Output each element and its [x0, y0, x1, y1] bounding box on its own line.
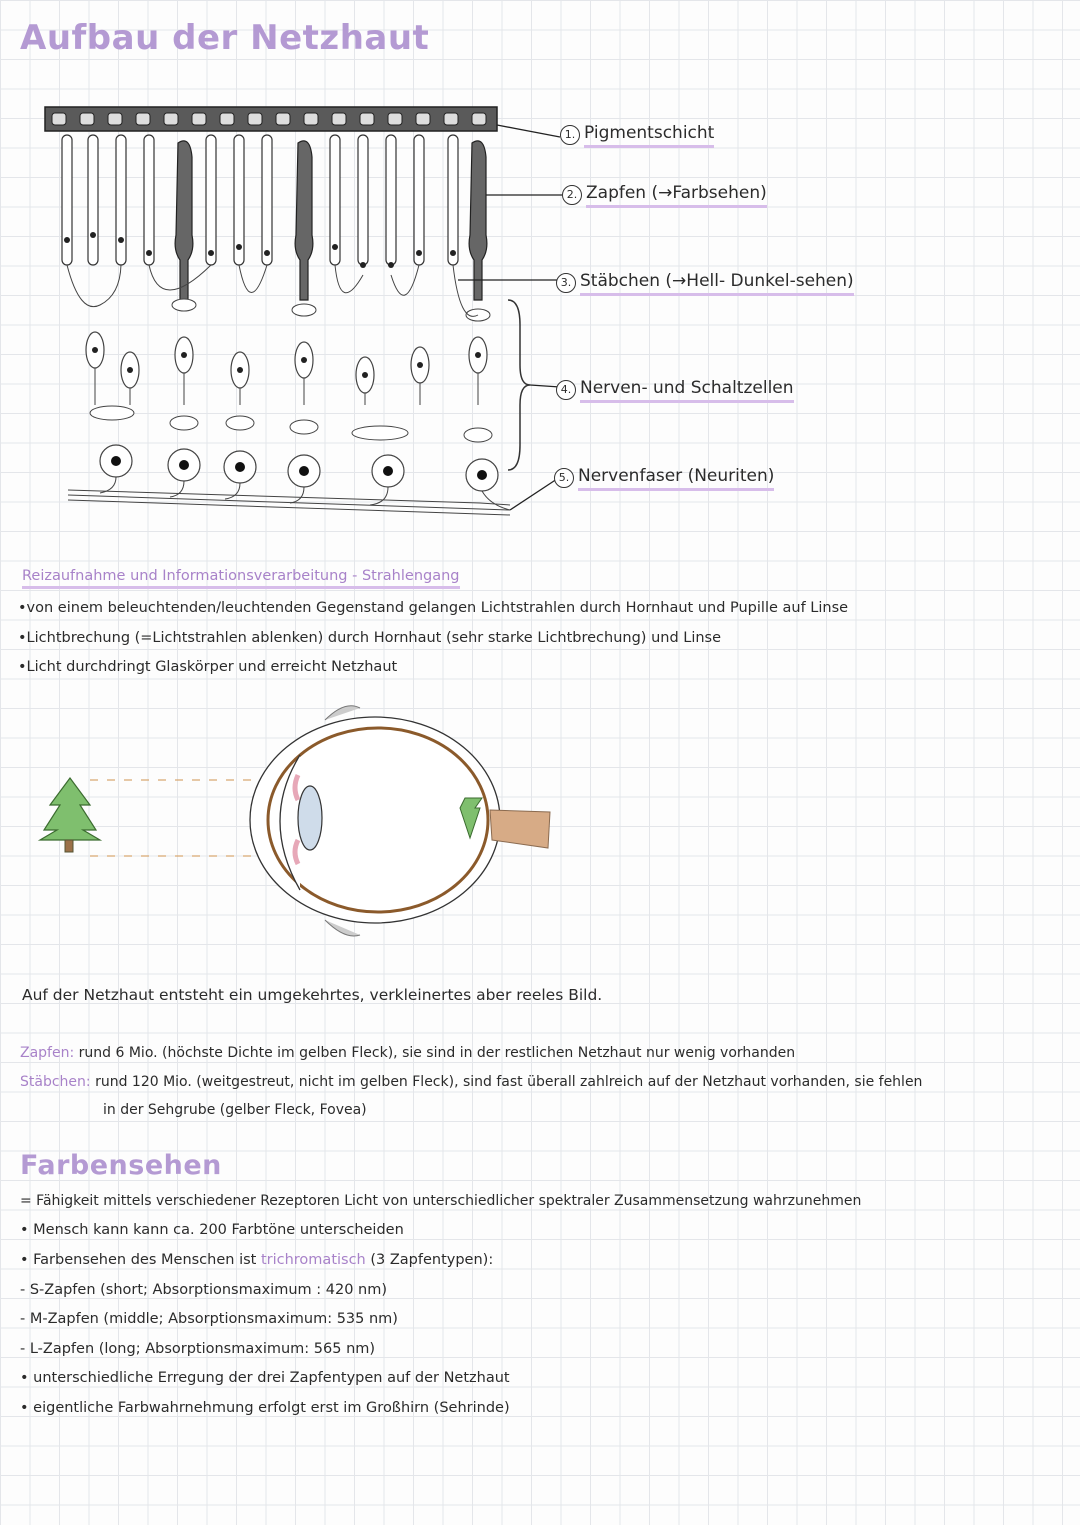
- label-staebchen: [556, 271, 854, 293]
- staebchen-line-2: in der Sehgrube (gelber Fleck, Fovea): [103, 1102, 367, 1118]
- zapfentyp-m: - M-Zapfen (middle; Absorptionsmaximum: 535 nm): [20, 1311, 398, 1327]
- page-title: Aufbau der Netzhaut: [20, 18, 430, 58]
- zapfen-line: [20, 1045, 795, 1061]
- label-pigmentschicht: [560, 123, 714, 145]
- label-nervenzellen: [556, 378, 794, 400]
- farbensehen-bullet-2: [20, 1252, 493, 1268]
- label-nervenfaser: [554, 466, 774, 488]
- tree-icon: [40, 778, 100, 840]
- image-statement: Auf der Netzhaut entsteht ein umgekehrtes, verkleinertes aber reeles Bild.: [22, 986, 603, 1004]
- eye-diagram: [30, 700, 570, 950]
- bullet-3: •Licht durchdringt Glaskörper und erreicht Netzhaut: [18, 659, 398, 675]
- label-text: Nerven- und Schaltzellen: [580, 378, 794, 403]
- number-badge: 1.: [560, 125, 580, 145]
- number-badge: 5.: [554, 468, 574, 488]
- bullet-1: •von einem beleuchtenden/leuchtenden Gegenstand gelangen Lichtstrahlen durch Hornhaut und Pupille auf Linse: [18, 600, 849, 616]
- farbensehen-definition: = Fähigkeit mittels verschiedener Rezeptoren Licht von unterschiedlicher spektraler Zusammensetzung wahrzunehmen: [20, 1193, 862, 1209]
- number-badge: 4.: [556, 380, 576, 400]
- zapfen-label: Zapfen:: [20, 1045, 75, 1061]
- section-heading-strahlengang: Reizaufnahme und Informationsverarbeitung - Strahlengang: [22, 568, 460, 589]
- bullet2-pre: • Farbensehen des Menschen ist: [20, 1252, 261, 1268]
- bullet2-post: (3 Zapfentypen):: [365, 1252, 494, 1268]
- farbensehen-bullet-1: • Mensch kann kann ca. 200 Farbtöne unterscheiden: [20, 1222, 404, 1238]
- label-text: Nervenfaser (Neuriten): [578, 466, 774, 491]
- staebchen-text: rund 120 Mio. (weitgestreut, nicht im gelben Fleck), sind fast überall zahlreich auf der Netzhaut vorhanden, sie fehlen: [95, 1074, 923, 1090]
- trichromatisch-term: trichromatisch: [260, 1252, 366, 1268]
- zapfentyp-s: - S-Zapfen (short; Absorptionsmaximum : 420 nm): [20, 1282, 388, 1298]
- label-text: Pigmentschicht: [584, 123, 714, 148]
- farbensehen-heading: Farbensehen: [20, 1150, 222, 1181]
- bullet-2: •Lichtbrechung (=Lichtstrahlen ablenken) durch Hornhaut (sehr starke Lichtbrechung) und Linse: [18, 630, 722, 646]
- farbensehen-bullet-4: • eigentliche Farbwahrnehmung erfolgt erst im Großhirn (Sehrinde): [20, 1400, 510, 1416]
- number-badge: 2.: [562, 185, 582, 205]
- number-badge: 3.: [556, 273, 576, 293]
- staebchen-label: Stäbchen:: [20, 1074, 91, 1090]
- zapfen-text: rund 6 Mio. (höchste Dichte im gelben Fleck), sie sind in der restlichen Netzhaut nur wenig vorhanden: [78, 1045, 796, 1061]
- label-text: Stäbchen (→Hell- Dunkel-sehen): [580, 271, 854, 296]
- label-zapfen: [562, 183, 767, 205]
- farbensehen-bullet-3: • unterschiedliche Erregung der drei Zapfentypen auf der Netzhaut: [20, 1370, 510, 1386]
- zapfentyp-l: - L-Zapfen (long; Absorptionsmaximum: 565 nm): [20, 1341, 376, 1357]
- retina-diagram: [40, 85, 600, 525]
- label-text: Zapfen (→Farbsehen): [586, 183, 767, 208]
- staebchen-line: [20, 1074, 922, 1090]
